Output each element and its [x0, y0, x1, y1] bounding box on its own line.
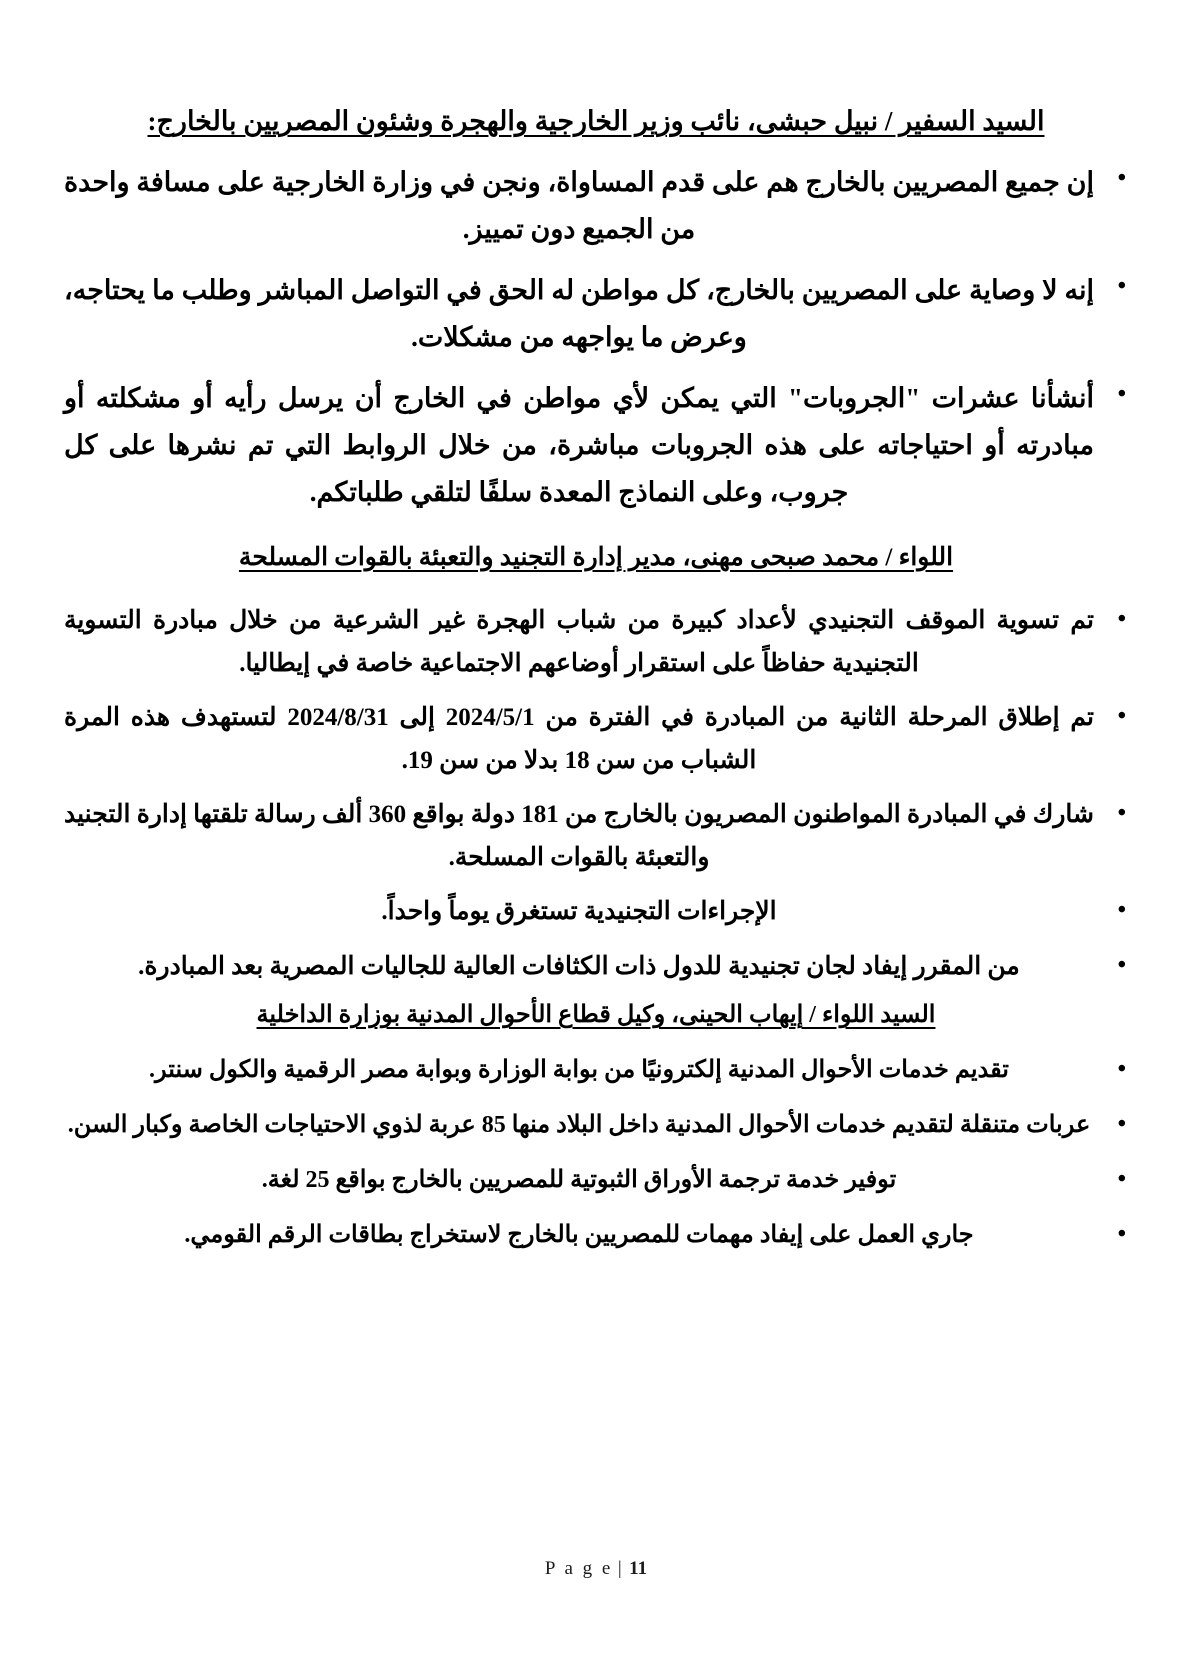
section-heading-1 [64, 104, 1128, 139]
section-heading-2 [64, 542, 1128, 575]
page-number-indicator [545, 1558, 647, 1580]
section-heading-3-text: السيد اللواء / إيهاب الحينى، وكيل قطاع الأحوال المدنية بوزارة الداخلية [256, 1002, 936, 1029]
list-item: • توفير خدمة ترجمة الأوراق الثبوتية للمصريين بالخارج بواقع 25 لغة. [64, 1160, 1128, 1201]
list-item: • إن جميع المصريين بالخارج هم على قدم المساواة، ونجن في وزارة الخارجية على مسافة واحدة من الجميع دون تمييز. [64, 159, 1128, 253]
section-1-bullet-list [64, 159, 1128, 516]
list-item: • عربات متنقلة لتقديم خدمات الأحوال المدنية داخل البلاد منها 85 عربة لذوي الاحتياجات الخاصة وكبار السن. [64, 1105, 1128, 1146]
list-item: • تم تسوية الموقف التجنيدي لأعداد كبيرة من شباب الهجرة غير الشرعية من خلال مبادرة التسوية التجنيدية حفاظاً على استقرار أوضاعهم الاجتماعية خاصة في إيطاليا. [64, 600, 1128, 685]
section-heading-2-text: اللواء / محمد صبحى مهنى، مدير إدارة التجنيد والتعبئة بالقوات المسلحة [238, 543, 954, 571]
list-item: • الإجراءات التجنيدية تستغرق يوماً واحداً. [64, 891, 1128, 934]
list-item: • تم إطلاق المرحلة الثانية من المبادرة في الفترة من 2024/5/1 إلى 2024/8/31 لتستهدف هذه المرة الشباب من سن 18 بدلا من سن 19. [64, 697, 1128, 782]
section-heading-1-text: السيد السفير / نبيل حبشى، نائب وزير الخارجية والهجرة وشئون المصريين بالخارج: [147, 106, 1045, 136]
page-number: 11 [629, 1558, 648, 1579]
list-item: • تقديم خدمات الأحوال المدنية إلكترونيًا من بوابة الوزارة وبوابة مصر الرقمية والكول سنتر. [64, 1050, 1128, 1091]
page-footer [0, 1536, 1192, 1676]
page-separator: | [617, 1558, 625, 1579]
page-label: P a g e [544, 1558, 613, 1579]
section-2-bullet-list [64, 600, 1128, 988]
list-item: • أنشأنا عشرات "الجروبات" التي يمكن لأي مواطن في الخارج أن يرسل رأيه أو مشكلته أو مبادرته أو احتياجاته على هذه الجروبات مباشرة، من خلال الروابط التي تم نشرها على كل جروب، وعلى النماذج المعدة سلفًا لتلقي طلباتكم. [64, 375, 1128, 516]
list-item: • إنه لا وصاية على المصريين بالخارج، كل مواطن له الحق في التواصل المباشر وطلب ما يحتاجه، وعرض ما يواجهه من مشكلات. [64, 267, 1128, 361]
list-item: • شارك في المبادرة المواطنون المصريون بالخارج من 181 دولة بواقع 360 ألف رسالة تلقتها إدارة التجنيد والتعبئة بالقوات المسلحة. [64, 794, 1128, 879]
list-item: • من المقرر إيفاد لجان تجنيدية للدول ذات الكثافات العالية للجاليات المصرية بعد المبادرة. [64, 946, 1128, 989]
section-3-bullet-list [64, 1050, 1128, 1257]
section-heading-3 [64, 1000, 1128, 1031]
list-item: • جاري العمل على إيفاد مهمات للمصريين بالخارج لاستخراج بطاقات الرقم القومي. [64, 1215, 1128, 1256]
